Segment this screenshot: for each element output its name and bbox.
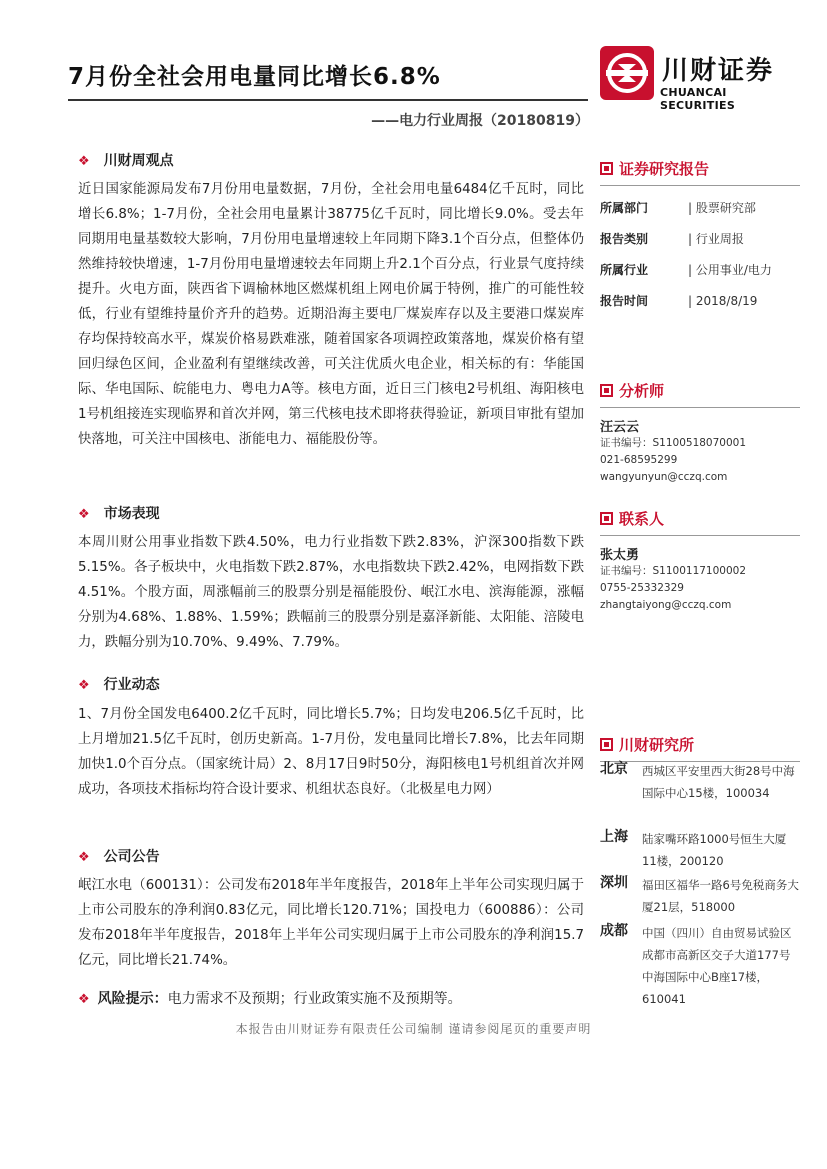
- section-body-view: 近日国家能源局发布7月份用电量数据，7月份，全社会用电量6484亿千瓦时，同比增长6.8%；1-7月份，全社会用电量累计38775亿千瓦时，同比增长9.0%。受去年同期用电量基数较大影响，7月份用电量增速较上年同期下降3.1个百分点，但整体仍然维持较快增速，1-7月份用电量增速较去年同期上升2.1个百分点，行业景气度持续提升。火电方面，陕西省下调榆林地区燃煤机组上网电价属于特例，推广的可能性较低，行业有望维持量价齐升的趋势。近期沿海主要电厂煤炭库存以及主要港口煤炭库存均保持较高水平，煤炭价格易跌难涨，随着国家各项调控政策落地，煤炭价格有望回归绿色区间，企业盈利有望继续改善，可关注优质火电企业，相关标的有：华能国际、华电国际、皖能电力、粤电力A等。核电方面，近日三门核电2号机组、海阳核电1号机组接连实现临界和首次并网，第三代核电技术即将获得验证，新项目审批有望加快落地，可关注中国核电、浙能电力、福能股份等。: [78, 182, 584, 447]
- contact-name: 张太勇: [600, 548, 640, 563]
- office-city-beijing: 北京: [600, 761, 628, 777]
- office-city-shenzhen: 深圳: [600, 875, 628, 891]
- risk-note: ❖ 风险提示：电力需求不及预期；行业政策实施不及预期等。: [78, 991, 462, 1007]
- square-bullet-icon: [600, 512, 613, 525]
- section-heading-view: ❖ 川财周观点: [78, 153, 174, 169]
- section-body-company: 岷江水电（600131）：公司发布2018年半年度报告，2018年上半年公司实现归属于上市公司股东的净利润0.83亿元，同比增长120.71%；国投电力（600886）：公司发布2018年半年度报告，2018年上半年公司实现归属于上市公司股东的净利润15.7亿元，同比增长21.74%。: [78, 878, 584, 968]
- diamond-bullet-icon: ❖: [78, 507, 90, 522]
- square-bullet-icon: [600, 738, 613, 751]
- side-divider: [600, 185, 800, 186]
- square-bullet-icon: [600, 384, 613, 397]
- info-row-industry: 所属行业 | 公用事业/电力: [600, 263, 772, 277]
- diamond-bullet-icon: ❖: [78, 850, 90, 865]
- contact-phone: 0755-25332329: [600, 582, 684, 594]
- logo-text-cn: 川财证券: [662, 56, 775, 86]
- footer-disclaimer: 本报告由川财证券有限责任公司编制 谨请参阅尾页的重要声明: [235, 1022, 592, 1036]
- office-city-chengdu: 成都: [600, 923, 628, 939]
- office-address-shenzhen: 福田区福华一路6号免税商务大厦21层，518000: [642, 878, 799, 914]
- company-logo: [600, 46, 800, 112]
- analyst-heading: 分析师: [600, 380, 800, 401]
- info-row-department: 所属部门 | 股票研究部: [600, 201, 756, 215]
- section-body-market: 本周川财公用事业指数下跌4.50%，电力行业指数下跌2.83%，沪深300指数下跌5.15%。各子板块中，火电指数下跌2.87%，水电指数块下跌2.42%，电网指数下跌4.51%。个股方面，周涨幅前三的股票分别是福能股份、岷江水电、滨海能源，涨幅分别为4.68%、1.88%、1.59%；跌幅前三的股票分别是嘉泽新能、太阳能、涪陵电力，跌幅分别为10.70%、9.49%、7.79%。: [78, 535, 584, 650]
- report-subtitle: ——电力行业周报（20180819）: [371, 113, 589, 129]
- logo-text-en: CHUANCAI SECURITIES: [660, 86, 736, 112]
- info-row-date: 报告时间 | 2018/8/19: [600, 293, 758, 308]
- contact-heading: 联系人: [600, 508, 800, 529]
- section-heading-industry: ❖ 行业动态: [78, 677, 160, 693]
- contact-cert: 证书编号：S1100117100002: [600, 565, 747, 577]
- analyst-cert: 证书编号：S1100518070001: [600, 437, 747, 449]
- square-bullet-icon: [600, 162, 613, 175]
- institute-panel: [600, 734, 800, 762]
- institute-heading: 川财研究所: [600, 734, 800, 755]
- contact-email[interactable]: zhangtaiyong@cczq.com: [600, 599, 732, 611]
- office-city-shanghai: 上海: [600, 829, 628, 845]
- title-rule: [68, 99, 588, 101]
- contact-panel: [600, 508, 800, 614]
- diamond-bullet-icon: ❖: [78, 992, 90, 1007]
- report-title: 7月份全社会用电量同比增长6.8%: [68, 64, 441, 90]
- office-address-beijing: 西城区平安里西大街28号中海国际中心15楼，100034: [642, 764, 795, 800]
- analyst-phone: 021-68595299: [600, 454, 678, 466]
- analyst-panel: [600, 380, 800, 486]
- side-divider: [600, 535, 800, 536]
- office-address-shanghai: 陆家嘴环路1000号恒生大厦11楼，200120: [642, 832, 787, 868]
- side-divider: [600, 407, 800, 408]
- diamond-bullet-icon: ❖: [78, 154, 90, 169]
- section-heading-market: ❖ 市场表现: [78, 506, 160, 522]
- info-row-type: 报告类别 | 行业周报: [600, 232, 744, 246]
- analyst-name: 汪云云: [600, 420, 640, 435]
- section-body-industry: 1、7月份全国发电6400.2亿千瓦时，同比增长5.7%；日均发电206.5亿千瓦时，比上月增加21.5亿千瓦时，创历史新高。1-7月份，发电量同比增长7.8%，比去年同期加快1.0个百分点。（国家统计局）2、8月17日9时50分，海阳核电1号机组首次并网成功，各项技术指标均符合设计要求、机组状态良好。（北极星电力网）: [78, 707, 584, 797]
- report-info-heading: 证券研究报告: [600, 158, 800, 179]
- section-heading-company: ❖ 公司公告: [78, 849, 160, 865]
- office-address-chengdu: 中国（四川）自由贸易试验区成都市高新区交子大道177号中海国际中心B座17楼，610041: [642, 926, 792, 1006]
- report-info-panel: [600, 158, 800, 316]
- diamond-bullet-icon: ❖: [78, 678, 90, 693]
- chuancai-logo-icon: [600, 46, 654, 100]
- analyst-email[interactable]: wangyunyun@cczq.com: [600, 471, 728, 483]
